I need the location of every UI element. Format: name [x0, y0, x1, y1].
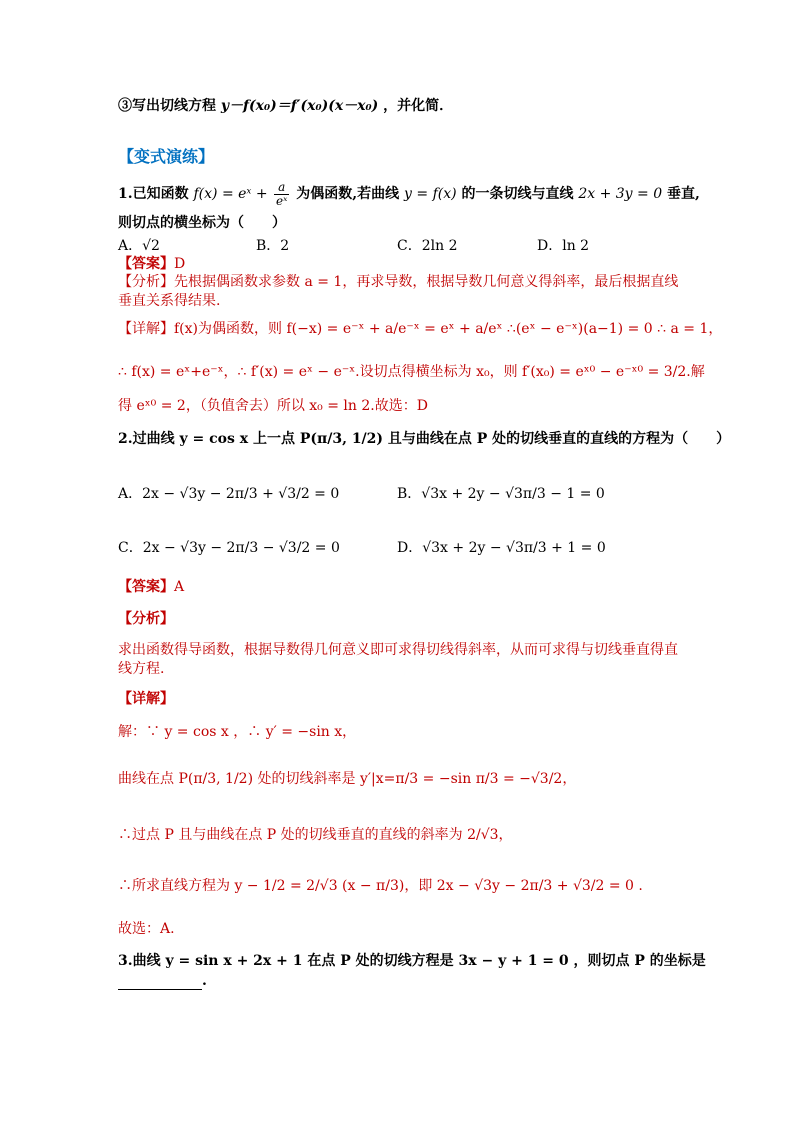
q1-frac-num: a: [274, 181, 289, 195]
q1-detail-label: 【详解】: [118, 321, 174, 337]
q1-answer-value: D: [174, 256, 186, 272]
q1-option-c: C．2ln 2: [397, 238, 458, 254]
q1-text-a: 1.已知函数: [118, 186, 189, 202]
step3-suffix: ，并化简．: [383, 98, 454, 114]
q2-analysis-line2: 线方程.: [118, 661, 165, 677]
q1-option-a: A．√2: [118, 238, 160, 254]
q1-answer-label: 【答案】: [118, 256, 174, 272]
q2-answer-value: A: [174, 579, 185, 595]
q1-text-b: 为偶函数,若曲线: [296, 186, 400, 202]
q2-stem: 2.过曲线 y = cos x 上一点 P(π/3, 1/2) 且与曲线在点 P 处的切线垂直的直线的方程为（ ）: [118, 431, 731, 447]
q2-conclusion: 故选：A.: [118, 921, 175, 937]
q1-analysis-text1: 先根据偶函数求参数 a = 1，再求导数，根据导数几何意义得斜率，最后根据直线: [174, 274, 679, 290]
q1-option-b: B．2: [256, 238, 290, 254]
q1-detail-line2: ∴ f(x) = eˣ+e⁻ˣ，∴ f′(x) = eˣ − e⁻ˣ.设切点得横坐标为 x₀，则 f′(x₀) = eˣ⁰ − e⁻ˣ⁰ = 3/2.解: [118, 364, 705, 380]
q3-stem: 3.曲线 y = sin x + 2x + 1 在点 P 处的切线方程是 3x − y + 1 = 0 ，则切点 P 的坐标是: [118, 953, 706, 969]
q1-analysis-line2: 垂直关系得结果.: [118, 293, 221, 309]
q1-option-d: D．ln 2: [537, 238, 590, 254]
step3-prefix: ③写出切线方程: [118, 98, 216, 114]
q2-answer-label: 【答案】: [118, 579, 174, 595]
q2-detail-line2: 曲线在点 P(π/3, 1/2) 处的切线斜率是 y′|x=π/3 = −sin π/3 = −√3/2，: [118, 771, 577, 787]
q1-frac-den: eˣ: [276, 193, 288, 208]
q3-end: .: [202, 973, 207, 989]
q2-option-c: C．2x − √3y − 2π/3 − √3/2 = 0: [118, 540, 340, 556]
q2-detail-label: 【详解】: [118, 691, 174, 707]
section-title: 【变式演练】: [118, 147, 215, 166]
q1-stem: [118, 180, 700, 208]
q2-option-a: A．2x − √3y − 2π/3 + √3/2 = 0: [118, 486, 340, 502]
q1-func: f(x) = eˣ +: [193, 186, 273, 202]
q1-frac: [274, 181, 289, 208]
q2-analysis-label: 【分析】: [118, 611, 174, 627]
q1-text-c: 的一条切线与直线: [461, 186, 574, 202]
q1-answer-line: [118, 255, 185, 273]
q1-detail-line3: 得 eˣ⁰ = 2，（负值舍去）所以 x₀ = ln 2.故选：D: [118, 398, 428, 414]
q2-detail-line4: ∴所求直线方程为 y − 1/2 = 2/√3 (x − π/3)，即 2x − √3y − 2π/3 + √3/2 = 0 .: [118, 878, 643, 894]
q3-answer-blank[interactable]: [118, 975, 202, 990]
q2-detail-line1: 解：∵ y = cos x ，∴ y′ = −sin x，: [118, 724, 357, 740]
q2-option-b: B．√3x + 2y − √3π/3 − 1 = 0: [397, 486, 605, 502]
q3-blank-line: [118, 972, 207, 990]
step3-formula: y－f(x₀)＝f′(x₀)(x－x₀): [220, 98, 379, 114]
q2-analysis-line1: 求出函数得导函数，根据导数得几何意义即可求得切线得斜率，从而可求得与切线垂直得直: [118, 642, 678, 658]
q1-curve: y = f(x): [404, 186, 457, 202]
q1-analysis-label: 【分析】: [118, 274, 174, 290]
q1-detail-line1: [118, 320, 722, 338]
q2-option-d: D．√3x + 2y − √3π/3 + 1 = 0: [397, 540, 606, 556]
q1-analysis-line1: [118, 273, 678, 291]
q1-line-eq: 2x + 3y = 0: [578, 186, 663, 202]
q2-detail-line3: ∴过点 P 且与曲线在点 P 处的切线垂直的直线的斜率为 2/√3，: [118, 827, 513, 843]
q1-detail-text1: f(x)为偶函数，则 f(−x) = e⁻ˣ + a/e⁻ˣ = eˣ + a/eˣ ∴(eˣ − e⁻ˣ)(a−1) = 0 ∴ a = 1，: [174, 321, 723, 337]
step3-line: [118, 97, 453, 115]
q1-stem-line2: 则切点的横坐标为（ ）: [118, 215, 286, 231]
q1-text-d: 垂直,: [667, 186, 700, 202]
q2-answer-line: [118, 578, 184, 596]
